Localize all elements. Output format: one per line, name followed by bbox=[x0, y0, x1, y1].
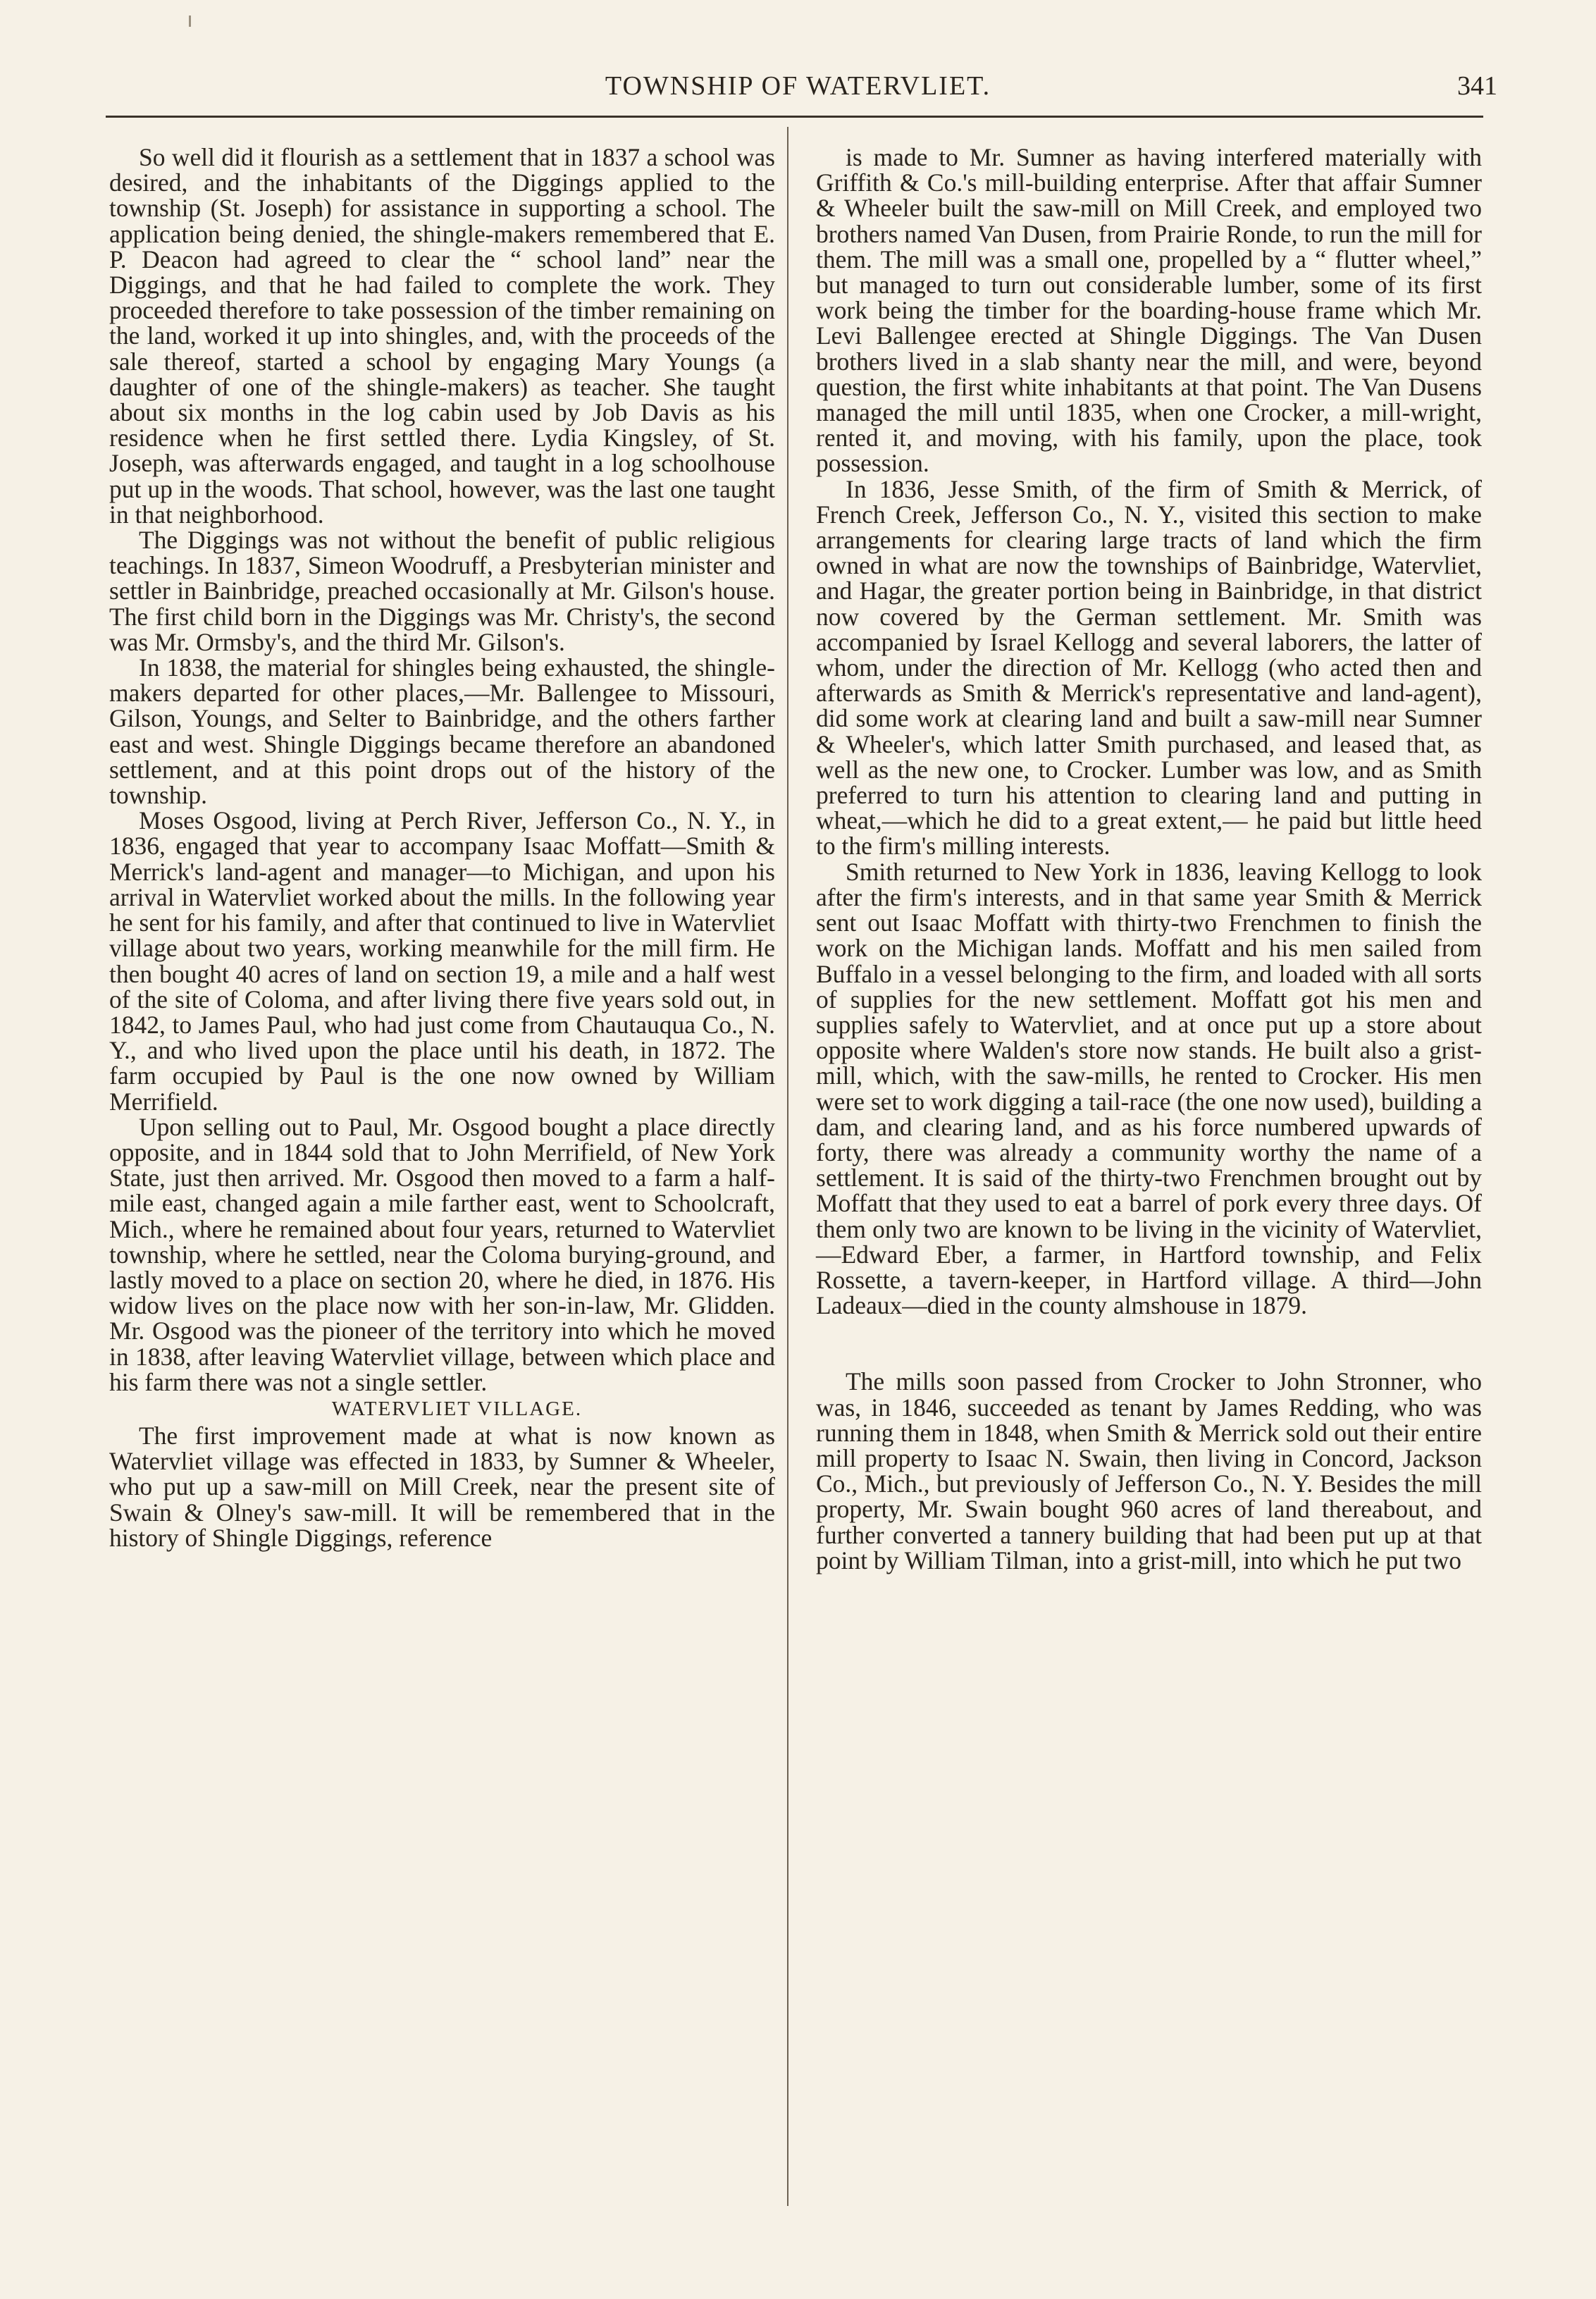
paragraph: In 1838, the material for shingles being exhausted, the shingle-makers departed for other places,—Mr. Ballengee to Missouri, Gilson, Youngs, and Selter to Bainbridge, and the others farther east and west. Shingle Diggings became therefore an abandoned settlement, and at this point drops out of the history of the township. bbox=[109, 653, 775, 810]
right-column bbox=[816, 144, 1482, 1573]
page-header bbox=[99, 65, 1497, 107]
section-heading: WATERVLIET VILLAGE. bbox=[331, 1397, 583, 1420]
paragraph: is made to Mr. Sumner as having interfered materially with Griffith & Co.'s mill-building enterprise. After that affair Sumner & Wheeler built the saw-mill on Mill Creek, and employed two brothers named Van Dusen, from Prairie Ronde, to run the mill for them. The mill was a small one, propelled by a “ flutter wheel,” but managed to turn out considerable lumber, some of its first work being the timber for the boarding-house frame which Mr. Levi Ballengee erected at Shingle Diggings. The Van Dusen brothers lived in a slab shanty near the mill, and were, beyond question, the first white inhabitants at that point. The Van Dusens managed the mill until 1835, when one Crocker, a mill-wright, rented it, and moving, with his family, upon the place, took possession. bbox=[816, 143, 1482, 478]
paragraph: Smith returned to New York in 1836, leaving Kellogg to look after the firm's interests, and in that same year Smith & Merrick sent out Isaac Moffatt with thirty-two Frenchmen to finish the work on the Michigan lands. Moffatt and his men sailed from Buffalo in a vessel belonging to the firm, and loaded with all sorts of supplies for the new settlement. Moffatt got his men and supplies safely to Watervliet, and at once put up a store about opposite where Walden's store now stands. He built also a grist-mill, which, with the saw-mills, he rented to Crocker. His men were set to work digging a tail-race (the one now used), building a dam, and clearing land, and as his force numbered upwards of forty, there was already a community worthy the name of a settlement. It is said of the thirty-two Frenchmen brought out by Moffatt that they used to eat a barrel of pork every three days. Of them only two are known to be living in the vicinity of Watervliet,—Edward Eber, a farmer, in Hartford township, and Felix Rossette, a tavern-keeper, in Hartford village. A third—John Ladeaux—died in the county almshouse in 1879. bbox=[816, 857, 1482, 1320]
running-title: TOWNSHIP OF WATERVLIET. bbox=[605, 71, 991, 101]
margin-mark bbox=[189, 16, 191, 27]
column-divider bbox=[787, 127, 788, 2206]
paragraph: The Diggings was not without the benefit of public religious teachings. In 1837, Simeon Woodruff, a Presbyterian minister and settler in Bainbridge, preached occasionally at Mr. Gilson's house. The first child born in the Diggings was Mr. Christy's, the second was Mr. Ormsby's, and the third Mr. Gilson's. bbox=[109, 526, 775, 656]
paragraph-gap bbox=[816, 1318, 1482, 1369]
paragraph: In 1836, Jesse Smith, of the firm of Smith & Merrick, of French Creek, Jefferson Co., N. Y., visited this section to make arrangements for clearing large tracts of land which the firm owned in what are now the townships of Bainbridge, Watervliet, and Hagar, the greater portion being in Bainbridge, in that district now covered by the German settlement. Mr. Smith was accompanied by Israel Kellogg and several laborers, the latter of whom, under the direction of Mr. Kellogg (who acted then and afterwards as Smith & Merrick's representative and land-agent), did some work at clearing land and built a saw-mill near Sumner & Wheeler's, which latter Smith purchased, and leased that, as well as the new one, to Crocker. Lumber was low, and as Smith preferred to turn his attention to clearing land and putting in wheat,—which he did to a great extent,— he paid but little heed to the firm's milling interests. bbox=[816, 474, 1482, 861]
paragraph: So well did it flourish as a settlement that in 1837 a school was desired, and the inhabitants of the Diggings applied to the township (St. Joseph) for assistance in supporting a school. The application being denied, the shingle-makers remembered that E. P. Deacon had agreed to clear the “ school land” near the Diggings, and that he had failed to complete the work. They proceeded therefore to take possession of the timber remaining on the land, worked it up into shingles, and, with the proceeds of the sale thereof, started a school by engaging Mary Youngs (a daughter of one of the shingle-makers) as teacher. She taught about six months in the log cabin used by Job Davis as his residence when he first settled there. Lydia Kingsley, of St. Joseph, was afterwards engaged, and taught in a log schoolhouse put up in the woods. That school, however, was the last one taught in that neighborhood. bbox=[109, 143, 775, 529]
paragraph: The mills soon passed from Crocker to John Stronner, who was, in 1846, succeeded as tenant by James Redding, who was running them in 1848, when Smith & Merrick sold out their entire mill property to Isaac N. Swain, then living in Concord, Jackson Co., Mich., but previously of Jefferson Co., N. Y. Besides the mill property, Mr. Swain bought 960 acres of land thereabout, and further converted a tannery building that had been put up at that point by William Tilman, into a grist-mill, into which he put two bbox=[816, 1367, 1482, 1574]
paragraph: Upon selling out to Paul, Mr. Osgood bought a place directly opposite, and in 1844 sold that to John Merrifield, of New York State, just then arrived. Mr. Osgood then moved to a farm a half-mile east, changed again a mile farther east, went to Schoolcraft, Mich., where he remained about four years, returned to Watervliet township, where he settled, near the Coloma burying-ground, and lastly moved to a place on section 20, where he died, in 1876. His widow lives on the place now with her son-in-law, Mr. Glidden. Mr. Osgood was the pioneer of the territory into which he moved in 1838, after leaving Watervliet village, between which place and his farm there was not a single settler. bbox=[109, 1112, 775, 1396]
paragraph: The first improvement made at what is now known as Watervliet village was effected in 1833, by Sumner & Wheeler, who put up a saw-mill on Mill Creek, near the present site of Swain & Olney's saw-mill. It will be remembered that in the history of Shingle Diggings, reference bbox=[109, 1421, 775, 1552]
left-column bbox=[109, 144, 775, 1551]
page-number: 341 bbox=[1457, 71, 1497, 101]
header-rule bbox=[106, 116, 1483, 118]
paragraph: Moses Osgood, living at Perch River, Jefferson Co., N. Y., in 1836, engaged that year to accompany Isaac Moffatt—Smith & Merrick's land-agent and manager—to Michigan, and upon his arrival in Watervliet worked about the mills. In the following year he sent for his family, and after that continued to live in Watervliet village about two years, working meanwhile for the mill firm. He then bought 40 acres of land on section 19, a mile and a half west of the site of Coloma, and after living there five years sold out, in 1842, to James Paul, who had just come from Chautauqua Co., N. Y., and who lived upon the place until his death, in 1872. The farm occupied by Paul is the one now owned by William Merrifield. bbox=[109, 806, 775, 1116]
